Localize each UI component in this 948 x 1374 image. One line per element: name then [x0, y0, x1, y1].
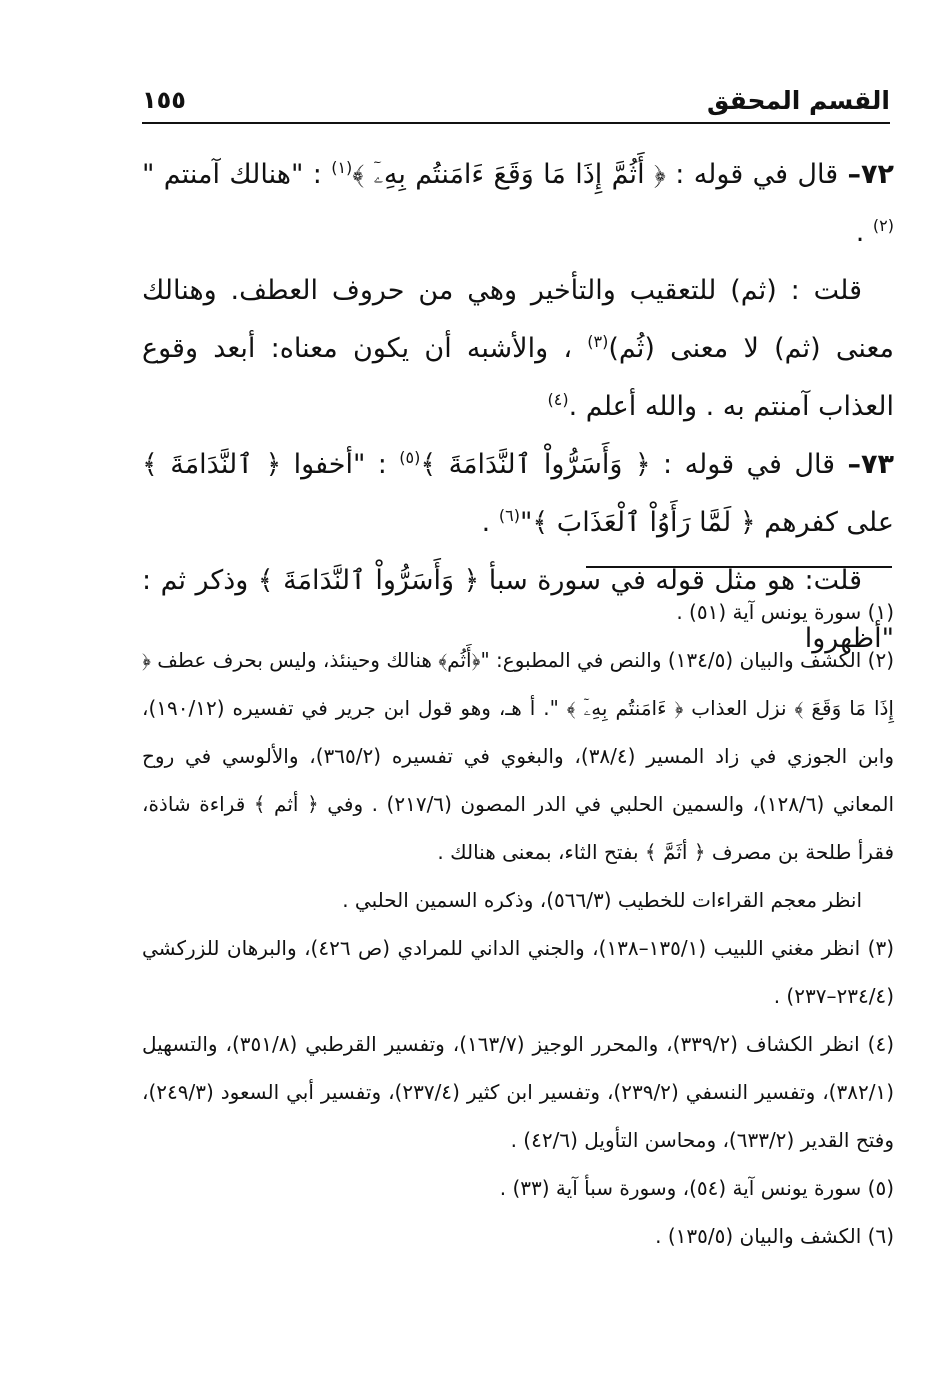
footnote-ref[interactable]: (١): [331, 158, 353, 177]
page-number: ١٥٥: [142, 86, 186, 114]
entry-text: قال في قوله : ﴿ أَثُمَّ إِذَا مَا وَقَعَ ءَامَنتُم بِهِۦٓ ﴾: [352, 159, 839, 190]
entry-number: ٧٢–: [847, 159, 894, 190]
footnote-6: [142, 1212, 894, 1260]
entry-text: .: [481, 507, 491, 538]
footnote-line: والألوسي في روح المعاني (١٢٨/٦)، والسمين الحلبي في الدر المصون (٢١٧/٦) . وفي: [142, 744, 895, 816]
footnote-3: [142, 924, 894, 1020]
comment-text: قلت: هو مثل قوله في سورة سبأ ﴿ وَأَسَرُّواْ ٱلنَّدَامَةَ ﴾ وذكر ثم : "أظهروا: [142, 565, 894, 654]
footnote-4: [142, 1020, 894, 1164]
footnote-1: [142, 588, 894, 636]
entry-text: .: [855, 217, 865, 248]
running-title: القسم المحقق: [707, 86, 890, 115]
entry-text: : "هنالك آمنتم ": [142, 159, 322, 190]
footnote-line: (١) سورة يونس آية (٥١) .: [676, 600, 894, 624]
footnote-5: [142, 1164, 894, 1212]
footnote-line: عطف ﴿ إِذَا مَا وَقَعَ ﴾ نزل العذاب ﴿ ءَامَنتُم بِهِۦٓ ﴾ ". أ هـ، وهو قول ابن جرير في تفسيره: [142, 648, 894, 720]
comment-text: ، والأشبه أن يكون معناه: أبعد وقوع العذاب آمنتم به . والله أعلم .: [142, 333, 894, 422]
footnote-line: (٥) سورة يونس آية (٥٤)، وسورة سبأ آية (٣٣) .: [499, 1176, 894, 1200]
footnote-line: (٦) الكشف والبيان (١٣٥/٥) .: [655, 1224, 894, 1248]
entry-73: [142, 436, 894, 552]
footnote-line: ﴿ أثم ﴾ قراءة شاذة، فقرأ طلحة بن مصرف ﴿ أثَمَّ ﴾ بفتح الثاء، بمعنى هنالك .: [142, 792, 894, 864]
footnote-line: (٤) انظر الكشاف (٣٣٩/٢)، والمحرر الوجيز (١٦٣/٧)، وتفسير القرطبي (٣٥١/٨)،: [225, 1032, 895, 1056]
entry-text: : "أخفوا ﴿ ٱلنَّدَامَةَ ﴾ على كفرهم ﴿ لَمَّا رَأَوُاْ ٱلْعَذَابَ ﴾": [142, 449, 894, 538]
footnote-line: انظر معجم القراءات للخطيب (٥٦٦/٣)، وذكره السمين الحلبي .: [342, 888, 862, 912]
footnote-2: [142, 636, 894, 876]
comment-72: [142, 262, 894, 436]
footnote-line: للزركشي (٢٣٤/٤–٢٣٧) .: [142, 936, 894, 1008]
page-header: [142, 86, 890, 124]
footnote-ref[interactable]: (٢): [872, 216, 894, 235]
footnote-line: (١٩٠/١٢)، وابن الجوزي في زاد المسير (٣٨/٤)، والبغوي في تفسيره (٣٦٥/٢)،: [142, 696, 895, 768]
entry-text: قال في قوله : ﴿ وَأَسَرُّواْ ٱلنَّدَامَةَ ﴾: [420, 449, 836, 480]
footnote-line: (٢) الكشف والبيان (١٣٤/٥) والنص في المطبوع: "﴿أَثُم﴾ هنالك وحينئذ، وليس بحرف: [212, 648, 895, 672]
footnote-line: أبي السعود (٢٤٩/٣)، وفتح القدير (٦٣٣/٢)، ومحاسن التأويل (٤٢/٦) .: [142, 1080, 894, 1152]
footnote-ref[interactable]: (٦): [498, 506, 520, 525]
footnote-separator: [586, 566, 892, 568]
footnote-ref[interactable]: (٤): [547, 390, 569, 409]
footnotes: [142, 588, 894, 1288]
entry-number: ٧٣–: [847, 449, 894, 480]
footnote-2-continued: [142, 876, 894, 924]
entry-72: [142, 146, 894, 262]
footnote-line: والتسهيل (٣٨٢/١)، وتفسير النسفي (٢٣٩/٢)، وتفسير ابن كثير (٢٣٧/٤)، وتفسير: [142, 1032, 894, 1104]
footnote-ref[interactable]: (٥): [399, 448, 421, 467]
footnote-ref[interactable]: (٣): [587, 332, 609, 351]
comment-text: قلت : (ثم) للتعقيب والتأخير وهي من حروف العطف. وهنالك معنى (ثم) لا معنى (ثُم): [142, 275, 894, 364]
footnote-line: (٣) انظر مغني اللبيب (١٣٥/١–١٣٨)، والجني الداني للمرادي (ص ٤٢٦)، والبرهان: [226, 936, 895, 960]
